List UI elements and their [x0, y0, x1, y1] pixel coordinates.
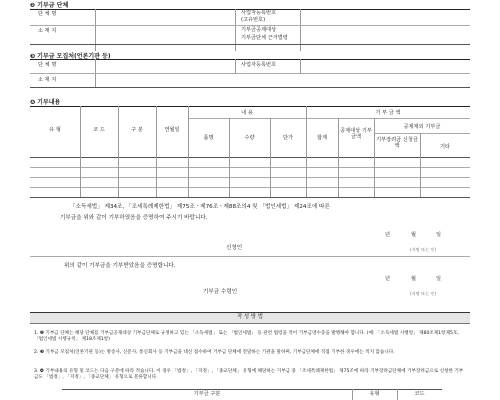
sec2-address-label: 소 재 지 [38, 28, 57, 34]
col-scholarship-header: 기부장려금 신청금액 [376, 137, 418, 149]
method-note-1: 1. ❷ 기부금 단체는 해당 단체를 기부금공제대상 기부금단체로 규정하고 있는 「소득세법」 또는 「법인세법」 등 관련 법령을 적어 기부금영수증을 발행해야 합니다. (예: 「소득세법 시행령」 제80조제1항제5호, 「법인세법 시행규칙」 제18조제1항) [34, 331, 459, 343]
sec2-org-name-label: 단 체 명 [38, 11, 57, 17]
divider [374, 133, 470, 134]
sec3-bizno-label: 사업자등록번호 [241, 62, 277, 68]
divider [229, 118, 230, 197]
divider [80, 106, 81, 197]
divider [30, 177, 470, 178]
sec3-address-label: 소 재 지 [38, 77, 57, 83]
divider [300, 59, 301, 73]
col-category-header: 구 분 [131, 127, 143, 133]
divider [235, 59, 236, 73]
divider [62, 389, 442, 390]
col-code-header: 코 드 [93, 127, 105, 133]
method-title: 작 성 방 법 [237, 314, 263, 320]
receiver-label: 기부금 수령인 [203, 289, 238, 295]
sec2-bizno-label: 사업자등록번호 [241, 10, 277, 16]
col-qty-header: 수량 [244, 135, 255, 141]
receipt-day: 일 [436, 276, 442, 282]
col-content-header: 내 용 [241, 110, 253, 116]
col-amount-header: 기 부 금 액 [375, 110, 401, 116]
divider [30, 25, 470, 26]
applicant-sign: (서명 또는 인) [410, 247, 437, 252]
divider [30, 106, 470, 107]
divider [30, 167, 470, 168]
col-excluded-header: 공제제외 기부금 [403, 124, 441, 130]
col-other-header: 기타 [439, 144, 451, 150]
divider [188, 106, 189, 197]
method-table-kind-header: 유형 [369, 391, 380, 397]
method-table-type-header: 기부금 구분 [193, 391, 221, 397]
divider [118, 106, 119, 197]
col-type-header: 유 형 [49, 127, 61, 133]
method-note-3: 3. ❹ 기부내용의 유형 및 코드는 다음 구분에 따라 적습니다. 이 경우 「법정」, 「지정」, 「종교단체」 유형에 해당하는 기부금 중 「조세특례제한법」 제75조에 따라 기부장려금단체에 기부장려금으로 신청한 기부금도 「법정」, 「지정」, 「종교단체」 유형으로 분류합니다. [34, 369, 464, 381]
receipt-text: 위의 같이 기부금을 기부받았음을 증명합니다. [64, 263, 176, 269]
divider [306, 106, 307, 197]
divider [338, 118, 339, 197]
applicant-label: 신청인 [226, 245, 243, 251]
col-total-header: 합계 [316, 135, 328, 141]
divider [30, 44, 470, 45]
section-2-title: ❷ 기부금 단체 [30, 2, 69, 9]
col-date-header: 연월일 [164, 127, 180, 133]
divider [270, 118, 271, 197]
declaration-line-2: 기부금을 위와 같이 기부하였음을 증명하여 주시기 바랍니다. [60, 215, 208, 221]
divider [30, 157, 470, 158]
divider [156, 106, 157, 197]
declaration-year: 년 [385, 232, 391, 238]
method-note-2: 2. ❸ 기부금 모집처(언론기관 등)는 방송사, 신문사, 통신회사 등 기부금을 대신 접수하여 기부금 단체에 전달하는 기관을 말하며, 기부금단체에 직접 기부한 경우에는 적지 않습니다. [34, 350, 395, 355]
divider [30, 59, 470, 60]
receipt-month: 월 [411, 276, 417, 282]
sec2-bizno-sub: (고유번호) [241, 17, 266, 23]
col-deductible-header: 공제대상 기부금액 [340, 128, 372, 140]
divider [30, 73, 470, 74]
section-4-title: ❹ 기부내용 [30, 99, 61, 106]
receiver-sign: (서명 또는 인) [410, 291, 437, 296]
divider [188, 118, 470, 119]
method-table-code-header: 코드 [414, 391, 425, 397]
col-item-header: 품명 [203, 135, 214, 141]
col-price-header: 단가 [282, 135, 294, 141]
divider [30, 187, 470, 188]
sec2-law-label: 기부금공제대상 [241, 27, 277, 33]
declaration-day: 일 [436, 232, 442, 238]
divider [374, 118, 375, 197]
divider [30, 256, 470, 257]
divider [420, 133, 421, 197]
section-3-title: ❸ 기부금 모집처(언론기관 등) [30, 53, 111, 60]
divider [30, 87, 470, 88]
receipt-year: 년 [385, 276, 391, 282]
sec2-law-sub: 기부금단체 근거법령 [241, 35, 288, 41]
declaration-month: 월 [411, 232, 417, 238]
sec3-org-name-label: 단 체 명 [38, 62, 57, 68]
divider [30, 197, 470, 198]
declaration-line-1: 「소득세법」 제34조, 「조세특례제한법」 제75조ㆍ제76조ㆍ제88조의4 및 「법인세법」 제24조에 따른 [70, 204, 330, 210]
